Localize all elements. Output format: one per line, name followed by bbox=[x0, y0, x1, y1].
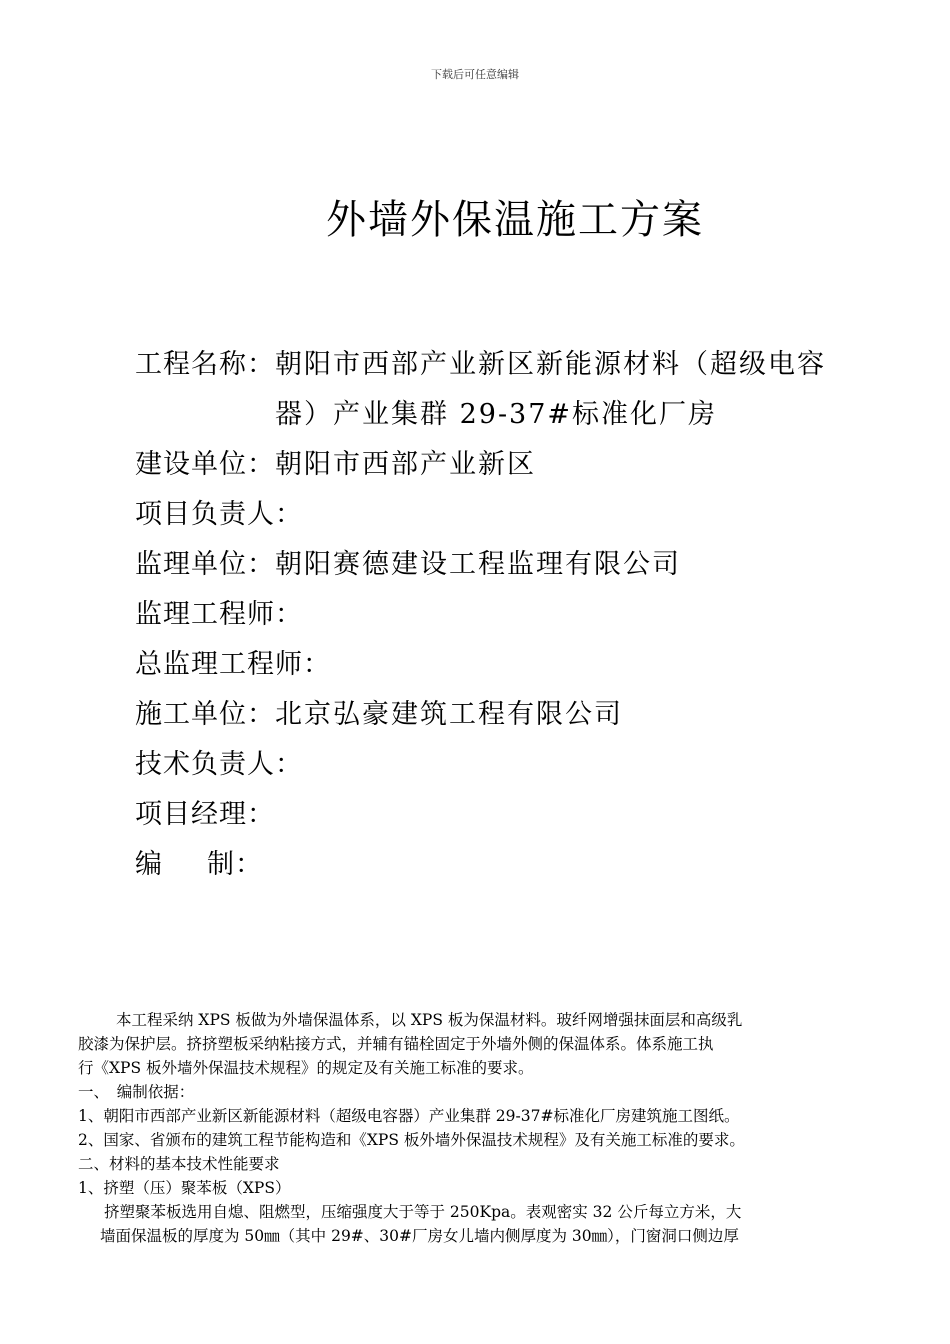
section-2-heading: 二、材料的基本技术性能要求 bbox=[78, 1155, 280, 1173]
project-info-block bbox=[135, 340, 895, 890]
chief-supervisor-row bbox=[135, 640, 895, 690]
tech-lead-row bbox=[135, 740, 895, 790]
basis-item-1: 1、朝阳市西部产业新区新能源材料（超级电容器）产业集群 29-37#标准化厂房建筑施工图纸。 bbox=[78, 1107, 740, 1125]
compiler-row bbox=[135, 840, 895, 890]
owner-value: 朝阳市西部产业新区 bbox=[275, 449, 536, 480]
owner-row bbox=[135, 440, 895, 490]
contractor-row bbox=[135, 690, 895, 740]
item-1-line-1: 挤塑聚苯板选用自熄、阻燃型，压缩强度大于等于 250Kpa。表观密实 32 公斤每立方米，大 bbox=[104, 1203, 742, 1221]
supervisor-row bbox=[135, 540, 895, 590]
item-1-line-2: 墙面保温板的厚度为 50㎜（其中 29#、30#厂房女儿墙内侧厚度为 30㎜），门窗洞口侧边厚 bbox=[100, 1227, 739, 1245]
section-1-heading: 一、 编制依据： bbox=[78, 1083, 195, 1101]
item-1-heading: 1、挤塑（压）聚苯板（XPS） bbox=[78, 1179, 291, 1197]
basis-item-2: 2、国家、省颁布的建筑工程节能构造和《XPS 板外墙外保温技术规程》及有关施工标准的要求。 bbox=[78, 1131, 745, 1149]
project-name-label: 工程名称： bbox=[135, 349, 275, 380]
project-name-value bbox=[275, 340, 875, 440]
project-manager-row bbox=[135, 790, 895, 840]
project-lead-label: 项目负责人： bbox=[135, 499, 303, 530]
compiler-label-a: 编 bbox=[135, 849, 163, 880]
body-text bbox=[78, 1008, 878, 1248]
contractor-value: 北京弘豪建筑工程有限公司 bbox=[275, 699, 623, 730]
supervising-engineer-row bbox=[135, 590, 895, 640]
tech-lead-label: 技术负责人： bbox=[135, 749, 303, 780]
project-name-line1: 朝阳市西部产业新区新能源材料（超级电容 bbox=[275, 349, 826, 380]
supervisor-value: 朝阳赛德建设工程监理有限公司 bbox=[275, 549, 681, 580]
intro-line-1: 本工程采纳 XPS 板做为外墙保温体系，以 XPS 板为保温材料。玻纤网增强抹面层和高级乳 bbox=[116, 1011, 743, 1029]
supervising-engineer-label: 监理工程师： bbox=[135, 599, 303, 630]
project-name-row bbox=[135, 340, 895, 440]
document-title: 外墙外保温施工方案 bbox=[326, 197, 704, 243]
intro-line-2: 胶漆为保护层。挤挤塑板采纳粘接方式，并辅有锚栓固定于外墙外侧的保温体系。体系施工执 bbox=[78, 1035, 714, 1053]
compiler-label bbox=[135, 840, 263, 890]
owner-label: 建设单位： bbox=[135, 449, 275, 480]
project-lead-row bbox=[135, 490, 895, 540]
supervisor-label: 监理单位： bbox=[135, 549, 275, 580]
project-name-line2: 器）产业集群 29-37#标准化厂房 bbox=[275, 399, 718, 430]
chief-supervisor-label: 总监理工程师： bbox=[135, 649, 331, 680]
contractor-label: 施工单位： bbox=[135, 699, 275, 730]
header-note: 下载后可任意编辑 bbox=[431, 68, 519, 81]
intro-line-3: 行《XPS 板外墙外保温技术规程》的规定及有关施工标准的要求。 bbox=[78, 1059, 534, 1077]
project-manager-label: 项目经理： bbox=[135, 799, 275, 830]
compiler-label-b: 制： bbox=[207, 849, 263, 880]
